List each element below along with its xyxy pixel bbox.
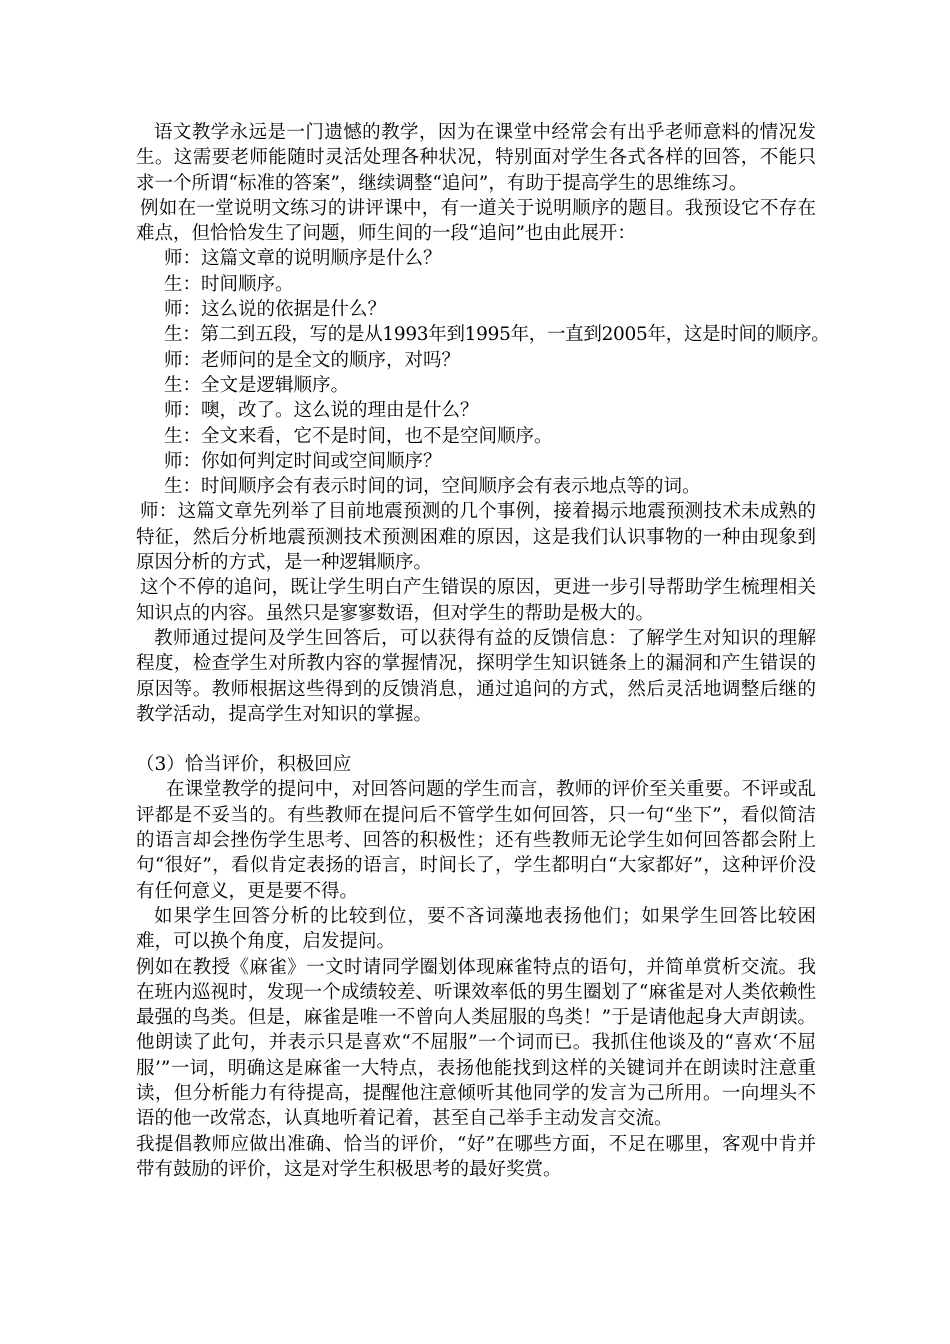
dialogue-line: 生：全文是逻辑顺序。 xyxy=(164,374,350,396)
dialogue-line: 师：老师问的是全文的顺序，对吗？ xyxy=(164,349,461,371)
intro-paragraph: 语文教学永远是一门遗憾的教学，因为在课堂中经常会有出乎老师意料的情况发生。这需要老师能随时灵活处理各种状况，特别面对学生各式各样的回答，不能只求一个所谓“标准的答案”，继续调整“追问”，有助于提高学生的思维练习。 xyxy=(136,122,816,194)
example-intro-paragraph: 例如在一堂说明文练习的讲评课中，有一道关于说明顺序的题目。我预设它不存在难点，但恰恰发生了问题，师生间的一段“追问”也由此展开： xyxy=(136,197,816,245)
dialogue-block xyxy=(136,246,830,499)
dialogue-line: 生：时间顺序。 xyxy=(164,273,294,295)
dialogue-line: 生：全文来看，它不是时间，也不是空间顺序。 xyxy=(164,425,553,447)
feedback-paragraph: 教师通过提问及学生回答后，可以获得有益的反馈信息：了解学生对知识的理解程度，检查学生对所教内容的掌握情况，探明学生知识链条上的漏洞和产生错误的原因等。教师根据这些得到的反馈消息，通过追问的方式，然后灵活地调整后继的教学活动，提高学生对知识的掌握。 xyxy=(136,627,816,725)
dialogue-line: 师：你如何判定时间或空间顺序？ xyxy=(164,450,442,472)
sparrow-example-paragraph: 例如在教授《麻雀》一文时请同学圈划体现麻雀特点的语句，并简单赏析交流。我在班内巡视时，发现一个成绩较差、听课效率低的男生圈划了“麻雀是对人类依赖性最强的鸟类。但是，麻雀是唯一不曾向人类屈服的鸟类！”于是请他起身大声朗读。他朗读了此句，并表示只是喜欢“不屈服”一个词而已。我抓住他谈及的“喜欢‘不屈服’”一词，明确这是麻雀一大特点，表扬他能找到这样的关键词并在朗读时注意重读，但分析能力有待提高，提醒他注意倾听其他同学的发言为己所用。一向埋头不语的他一改常态，认真地听着记着，甚至自己举手主动发言交流。 xyxy=(136,956,816,1130)
dialogue-line: 师：这篇文章的说明顺序是什么？ xyxy=(164,248,442,270)
praise-paragraph: 如果学生回答分析的比较到位，要不吝词藻地表扬他们；如果学生回答比较困难，可以换个角度，启发提问。 xyxy=(136,905,816,953)
evaluation-paragraph: 在课堂教学的提问中，对回答问题的学生而言，教师的评价至关重要。不评或乱评都是不妥当的。有些教师在提问后不管学生如何回答，只一句“坐下”，看似简洁的语言却会挫伤学生思考、回答的积极性；还有些教师无论学生如何回答都会附上句“很好”，看似肯定表扬的语言，时间长了，学生都明白“大家都好”，这种评价没有任何意义，更是要不得。 xyxy=(136,779,816,902)
dialogue-line: 生：时间顺序会有表示时间的词，空间顺序会有表示地点等的词。 xyxy=(164,476,701,498)
reflection-paragraph: 这个不停的追问，既让学生明白产生错误的原因，更进一步引导帮助学生梳理相关知识点的内容。虽然只是寥寥数语，但对学生的帮助是极大的。 xyxy=(136,577,816,624)
dialogue-line: 生：第二到五段，写的是从1993年到1995年，一直到2005年，这是时间的顺序。 xyxy=(164,324,830,346)
document-page xyxy=(136,120,830,1182)
dialogue-line: 师：这么说的依据是什么？ xyxy=(164,299,387,321)
section-gap xyxy=(136,727,816,752)
dialogue-line: 师：噢，改了。这么说的理由是什么？ xyxy=(164,400,479,422)
conclusion-paragraph: 我提倡教师应做出准确、恰当的评价，“好”在哪些方面，不足在哪里，客观中肯并带有鼓励的评价，这是对学生积极思考的最好奖赏。 xyxy=(136,1133,816,1180)
teacher-summary-paragraph: 师：这篇文章先列举了目前地震预测的几个事例，接着揭示地震预测技术未成熟的特征，然后分析地震预测技术预测困难的原因，这是我们认识事物的一种由现象到原因分析的方式，是一种逻辑顺序。 xyxy=(136,501,816,574)
section-heading: （3）恰当评价，积极回应 xyxy=(136,754,352,776)
